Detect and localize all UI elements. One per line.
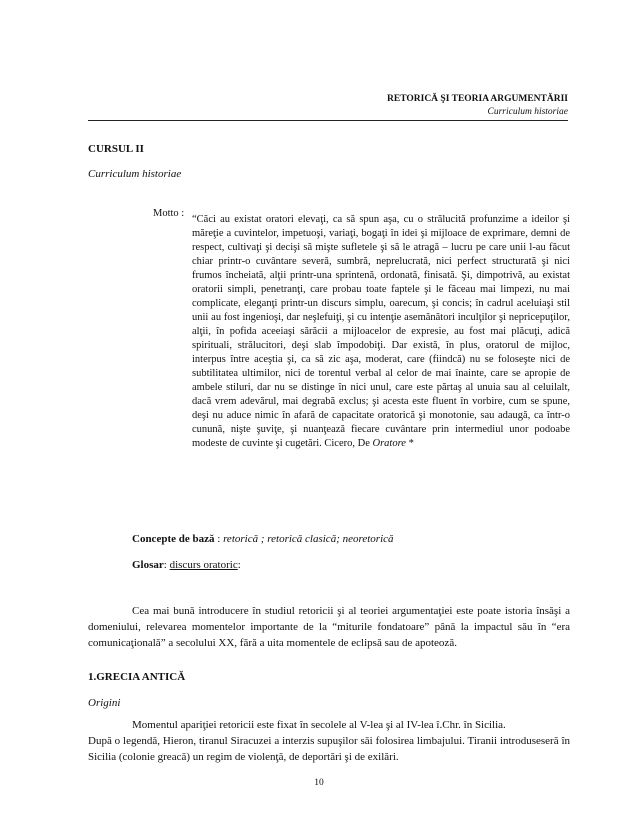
course-title: CURSUL II [88, 143, 144, 155]
motto-work: Oratore [372, 438, 406, 449]
motto-text: “Căci au existat oratori elevaţi, ca să spun aşa, cu o strălucită profunzime a ideilor şi măreţie a cuvintelor, impetuoşi, variaţi, bogaţi în idei şi mijloace de exprimare, demni de respect, cultivaţi şi decişi să mişte sufletele şi să le atragă – lucru pe care unii l-au făcut chiar printr-o cuvântare severă, sumbră, neprelucrată, nici perfect structurată şi nici frumos încheiată, alţii printr-una sprintenă, ordonată, finisată. Şi, dimpotrivă, au existat oratorii simpli, penetranţi, care probau toate faptele şi le făceau mai limpezi, nu mai complicate, eleganţi printr-un discurs simplu, oarecum, şi concis; în cadrul aceluiaşi stil unii au fost ingenioşi, dar neşlefuiţi, şi cu intenţie asemănători inculţilor şi nepricepuţilor, alţii, în pofida aceeiaşi sărăcii a mijloacelor de expresie, au fost mai plăcuţi, adică spirituali, strălucitori, deşi slab împodobiţi. Dar există, în plus, oratorul de mijloc, interpus între aceştia şi, ca să zic aşa, moderat, care (fiindcă) nu se foloseşte nici de subtilitatea ultimilor, nici de torentul verbal al celor de mai înainte, care se apropie de ambele stiluri, dar nu se distinge în nici unul, care este părtaş al unuia sau al celuilalt, dacă vrem adevărul, mai degrabă exclus; şi acesta este fluent în vorbire, cum se spune, deşi nu aduce nimic în afară de capacitate oratorică şi monotonie, sau adaugă, ca într-o cunună, nişte şuviţe, şi nuanţează fiecare cuvântare prin intermediul unor podoabe modeste de cuvinte şi cugetări. [192, 214, 570, 449]
concepts-line [132, 533, 394, 545]
header-subtitle: Curriculum historiae [487, 107, 568, 117]
origini-paragraph [88, 717, 570, 765]
motto-label: Motto : [153, 208, 185, 219]
origini-line1: Momentul apariţiei retoricii este fixat în secolele al V-lea şi al IV-lea î.Chr. în Sicilia. [132, 719, 506, 731]
origini-rest: După o legendă, Hieron, tiranul Siracuzei a interzis supuşilor săi folosirea limbajului. Tiranii introduseseră în Sicilia (colonie greacă) un regim de violenţă, de deportări şi de exilări. [88, 735, 570, 763]
section-subtitle: Origini [88, 697, 121, 709]
glosar-end: : [237, 559, 241, 571]
glosar-line [132, 559, 241, 571]
glosar-label: Glosar [132, 559, 164, 571]
intro-paragraph: Cea mai bună introducere în studiul retoricii şi al teoriei argumentaţiei este poate istoria însăşi a domeniului, relevarea momentelor importante de la “miturile fondatoare” până la impactul său în “era comunicaţională” a secolului XX, fără a uita momentele de eclipsă sau de apoteoză. [88, 605, 570, 649]
header-divider [88, 120, 568, 121]
course-subtitle: Curriculum historiae [88, 168, 182, 180]
concepts-separator: : [214, 533, 224, 545]
glosar-term-link[interactable]: discurs oratoric [169, 559, 238, 571]
glosar-separator: : [163, 559, 170, 571]
concepts-value: retorică ; retorică clasică; neoretorică [223, 533, 394, 545]
section-title: 1.GRECIA ANTICĂ [88, 671, 186, 683]
page-number: 10 [314, 778, 324, 788]
motto-quote [192, 213, 570, 451]
running-header [387, 93, 568, 119]
motto-mark: * [408, 438, 414, 449]
motto-author: Cicero, De [324, 438, 370, 449]
header-title: RETORICĂ ŞI TEORIA ARGUMENTĂRII [387, 94, 568, 104]
concepts-label: Concepte de bază [132, 533, 215, 545]
